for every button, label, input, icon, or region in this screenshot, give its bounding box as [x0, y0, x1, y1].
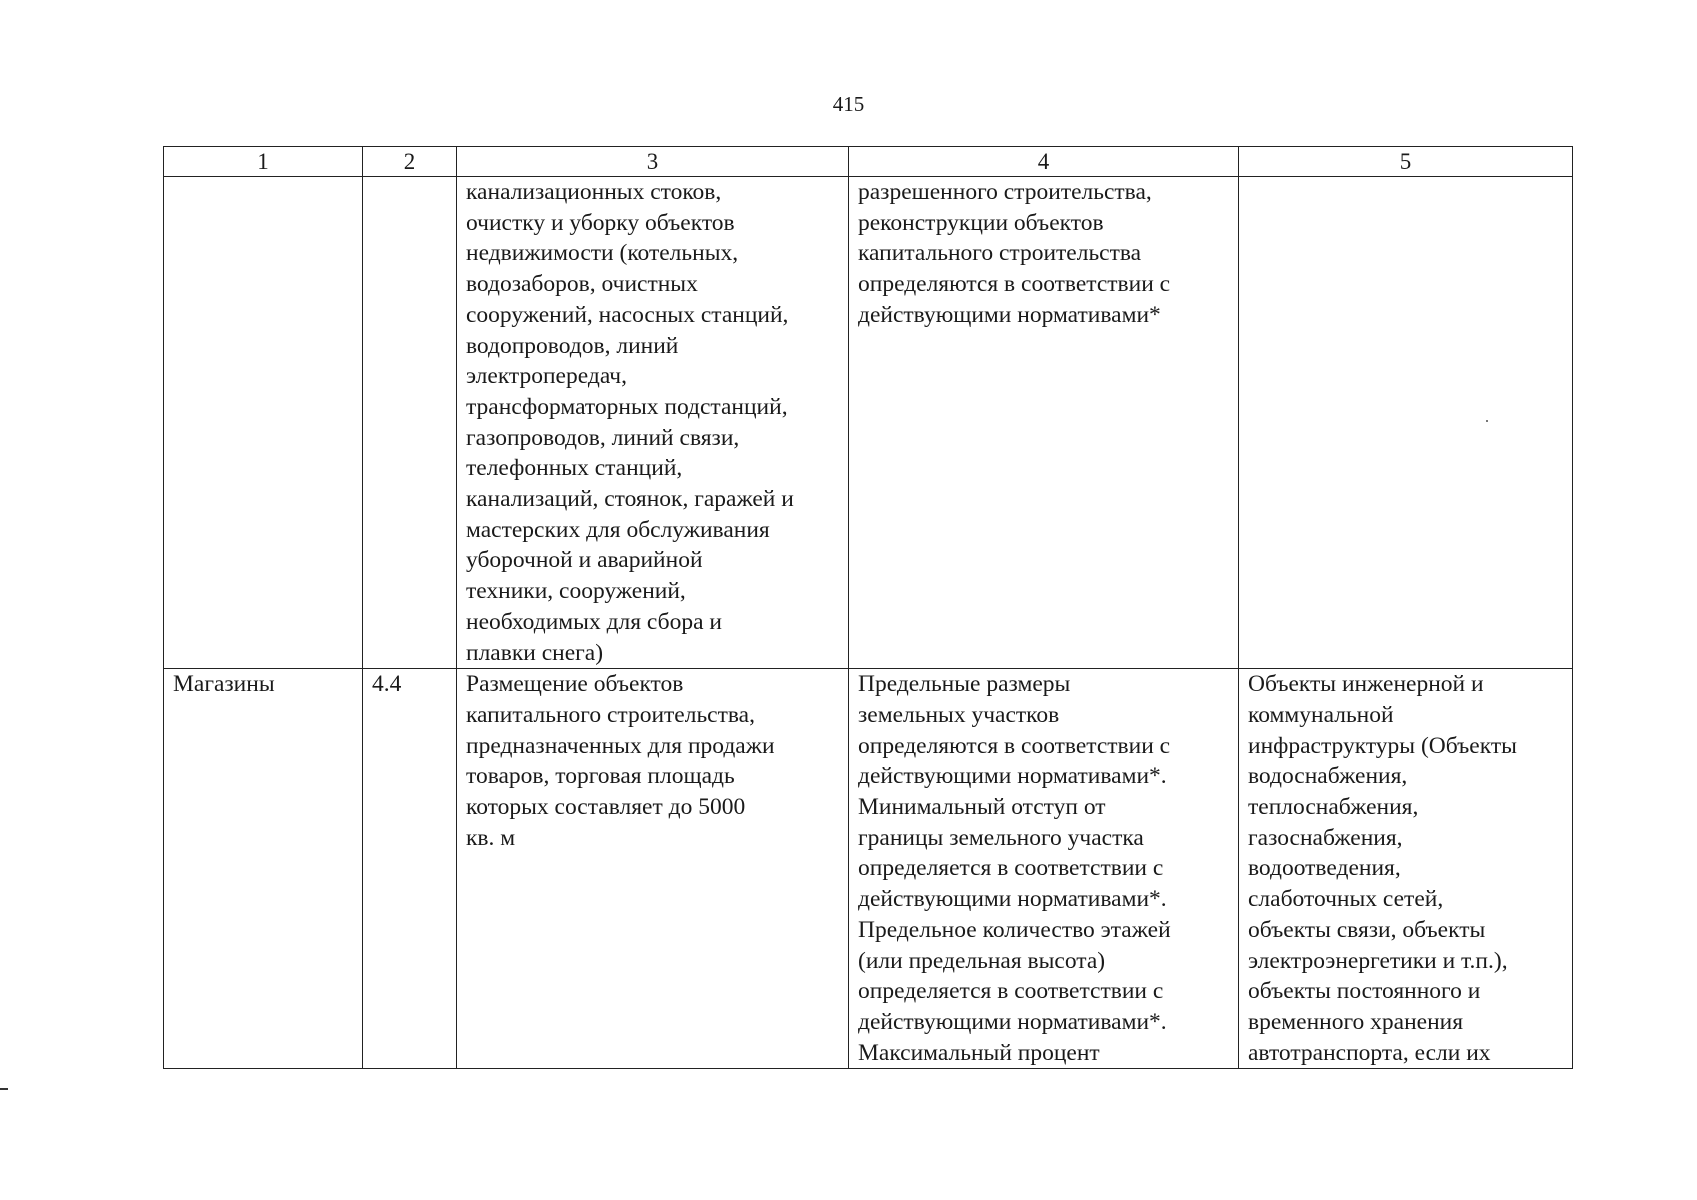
cell-text: 4.4: [372, 671, 402, 698]
table-row: [164, 669, 1573, 1069]
scan-edge-mark: [0, 1088, 8, 1090]
cell-auxiliary-uses: [1239, 669, 1573, 1069]
column-header-5: 5: [1239, 147, 1573, 177]
cell-text: Объекты инженерной и коммунальной инфраструктуры (Объекты водоснабжения, теплоснабжения, газоснабжения, водоотведения, слаботочных сетей, объекты связи, объекты электроэнергетики и т.п.), объекты постоянного и временного хранения автотранспорта, если их: [1248, 671, 1517, 1066]
cell-text: Магазины: [173, 671, 275, 698]
column-header-2: 2: [363, 147, 457, 177]
cell-auxiliary-uses: [1239, 177, 1573, 669]
column-header-1: 1: [164, 147, 363, 177]
regulations-table: [163, 146, 1573, 1069]
cell-use-code: [363, 669, 457, 1069]
column-header-4: 4: [849, 147, 1239, 177]
cell-use-name: [164, 669, 363, 1069]
cell-use-name: [164, 177, 363, 669]
cell-text: канализационных стоков, очистку и уборку объектов недвижимости (котельных, водозаборов, очистных сооружений, насосных станций, водопроводов, линий электропередач, трансформаторных подстанций, газопроводов, линий связи, телефонных станций, канализаций, стоянок, гаражей и мастерских для обслуживания уборочной и аварийной техники, сооружений, необходимых для сбора и плавки снега): [466, 179, 794, 666]
cell-parameters: [849, 669, 1239, 1069]
cell-text: Размещение объектов капитального строительства, предназначенных для продажи товаров, торговая площадь которых составляет до 5000 кв. м: [466, 671, 775, 851]
cell-use-description: [457, 669, 849, 1069]
cell-use-description: [457, 177, 849, 669]
page-number: 415: [832, 92, 865, 116]
cell-parameters: [849, 177, 1239, 669]
table-row: [164, 177, 1573, 669]
table-header-row: [164, 147, 1573, 177]
scan-dot-mark: [1486, 420, 1488, 422]
column-header-3: 3: [457, 147, 849, 177]
cell-text: разрешенного строительства, реконструкции объектов капитального строительства определяются в соответствии с действующими нормативами*: [858, 179, 1171, 328]
cell-text: Предельные размеры земельных участков определяются в соответствии с действующими нормативами*. Минимальный отступ от границы земельного участка определяется в соответствии с действующими нормативами*. Предельное количество этажей (или предельная высота) определяется в соответствии с действующими нормативами*. Максимальный процент: [858, 671, 1171, 1066]
cell-use-code: [363, 177, 457, 669]
